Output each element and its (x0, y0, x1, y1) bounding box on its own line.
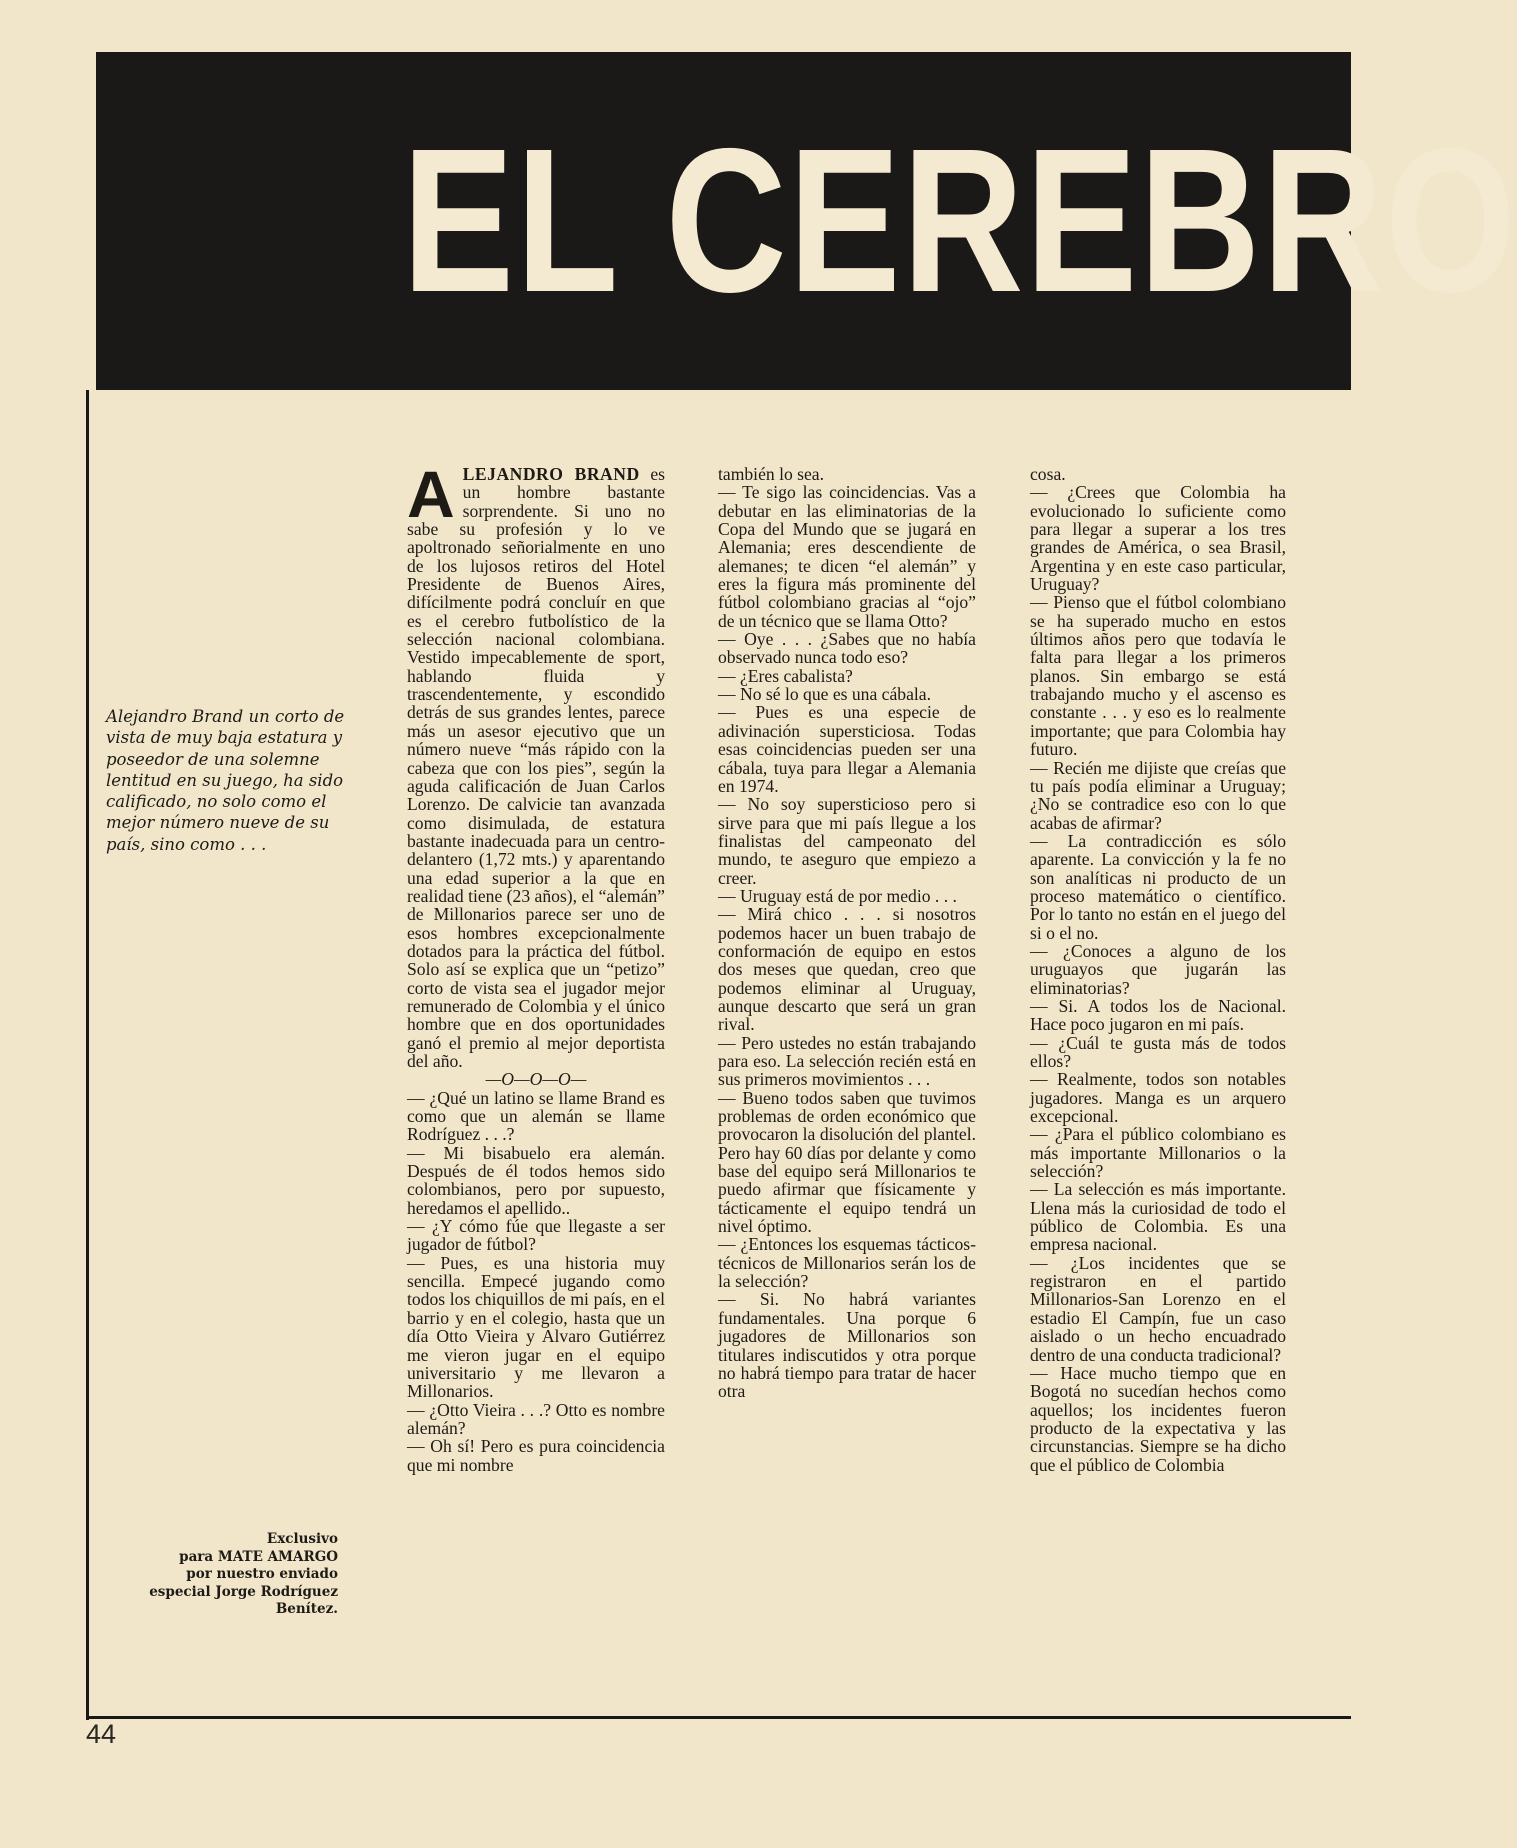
lead-paragraph (407, 457, 665, 1071)
article-column-3 (1030, 465, 1286, 1474)
paragraph: es un hombre bastante sorprendente. Si uno no sabe su profesión y lo ve apoltronado señorialmente en uno de los lujosos retiros del Hotel Presidente de Buenos Aires, difícilmente podrá concluír en que es el cerebro futbolístico de la selección nacional colombiana. Vestido impecablemente de sport, hablando fluida y trascendentemente, y escondido detrás de sus grandes lentes, parece más un asesor ejecutivo que un número nueve “más rápido con la cabeza que con los pies”, según la aguda calificación de Juan Carlos Lorenzo. De calvicie tan avanzada como disimulada, de estatura bastante inadecuada para un centro-delantero (1,72 mts.) y aparentando una edad superior a la que en realidad tiene (23 años), el “alemán” de Millonarios parece ser uno de esos hombres excepcionalmente dotados para la práctica del fútbol. Solo así se explica que un “petizo” corto de vista sea el jugador mejor remunerado de Colombia y el único hombre que en dos oportunidades ganó el premio al mejor deportista del año. (407, 464, 665, 1071)
paragraph: — Si. No habrá variantes fundamentales. Una porque 6 jugadores de Millonarios son titulares indiscutidos y otra porque no habrá tiempo para tratar de hacer otra (718, 1289, 976, 1402)
paragraph: — Te sigo las coincidencias. Vas a debutar en las eliminatorias de la Copa del Mundo que se jugará en Alemania; eres descendiente de alemanes; te dicen “el alemán” y eres la figura más prominente del fútbol colombiano gracias al “ojo” de un técnico que se llama Otto? (718, 482, 976, 631)
paragraph: — Mi bisabuelo era alemán. Después de él todos hemos sido colombianos, pero por supuesto, heredamos el apellido.. (407, 1142, 665, 1218)
paragraph: — Pues es una especie de adivinación supersticiosa. Todas esas coincidencias pueden ser una cábala, tuya para llegar a Alemania en 1974. (718, 702, 976, 796)
headline: EL CEREBRO (402, 106, 1517, 335)
paragraph: — Pero ustedes no están trabajando para eso. La selección recién está en sus primeros movimientos . . . (718, 1032, 976, 1090)
lead-words: LEJANDRO BRAND (462, 464, 640, 484)
paragraph: — Si. A todos los de Nacional. Hace poco jugaron en mi país. (1030, 995, 1286, 1035)
paragraph: — Pues, es una historia muy sencilla. Empecé jugando como todos los chiquillos de mi país, en el barrio y en el colegio, hasta que un día Otto Vieira y Alvaro Gutiérrez me vieron jugar en el equipo universitario y me llevaron a Millonarios. (407, 1252, 665, 1402)
paragraph: — ¿Otto Vieira . . .? Otto es nombre alemán? (407, 1399, 665, 1438)
paragraph: — ¿Qué un latino se llame Brand es como que un alemán se llame Rodríguez . . .? (407, 1087, 665, 1145)
paragraph: — ¿Eres cabalista? (718, 665, 853, 686)
paragraph: — ¿Los incidentes que se registraron en el partido Millonarios-San Lorenzo en el estadio El Campín, fue un caso aislado o un hecho encuadrado dentro de una conducta tradicional? (1030, 1252, 1286, 1365)
paragraph: — La contradicción es sólo aparente. La convicción y la fe no son analíticas ni producto de un proceso matemático o científico. Por lo tanto no están en el juego del si o el no. (1030, 830, 1286, 943)
intro-blurb: Alejandro Brand un corto de vista de muy baja estatura y poseedor de una solemne lentitud en su juego, ha sido calificado, no solo como el mejor número nueve de su país, sino como . . . (106, 707, 345, 854)
credit-line: Exclusivo (266, 1531, 338, 1547)
paragraph: — No sé lo que es una cábala. (718, 684, 932, 705)
credit-line: especial Jorge Rodríguez (149, 1583, 338, 1600)
paragraph: — Pienso que el fútbol colombiano se ha superado mucho en estos últimos años pero que todavía le falta para llegar a los primeros planos. Sin embargo se está trabajando mucho y el ascenso es constante . . . y eso es lo realmente importante; que para Colombia hay futuro. (1030, 592, 1286, 760)
credit-line: por nuestro enviado (186, 1566, 338, 1582)
paragraph: — Recién me dijiste que creías que tu país podía eliminar a Uruguay; ¿No se contradice eso con lo que acabas de afirmar? (1030, 757, 1286, 833)
paragraph: — ¿Crees que Colombia ha evolucionado lo suficiente como para llegar a superar a los tres grandes de América, o sea Brasil, Argentina y en este caso particular, Uruguay? (1030, 482, 1286, 595)
paragraph: — La selección es más importante. Llena más la curiosidad de todo el público de Colombia. Es una empresa nacional. (1030, 1179, 1286, 1255)
credit-line: para MATE AMARGO (179, 1548, 338, 1565)
frame-bottom-rule (86, 1716, 1351, 1719)
paragraph: — No soy supersticioso pero si sirve para que mi país llegue a los finalistas del campeonato del mundo, te aseguro que empiezo a creer. (718, 794, 976, 888)
page-number: 44 (86, 1719, 117, 1749)
paragraph: — Realmente, todos son notables jugadores. Manga es un arquero excepcional. (1030, 1069, 1286, 1127)
article-column-2 (718, 465, 976, 1401)
paragraph: — ¿Para el público colombiano es más importante Millonarios o la selección? (1030, 1124, 1286, 1182)
frame-left-rule (86, 390, 89, 1720)
paragraph: — Oh sí! Pero es pura coincidencia que mi nombre (407, 1436, 665, 1475)
paragraph: — ¿Y cómo fúe que llegaste a ser jugador de fútbol? (407, 1216, 665, 1255)
credit-line: Benítez. (275, 1601, 338, 1617)
paragraph: cosa. (1030, 464, 1066, 484)
paragraph: — Hace mucho tiempo que en Bogotá no sucedían hechos como aquellos; los incidentes fueron producto de la expectativa y las circunstancias. Siempre se ha dicho que el público de Colombia (1030, 1362, 1286, 1475)
article-column-1 (407, 457, 665, 1475)
paragraph: — ¿Entonces los esquemas tácticos-técnicos de Millonarios serán los de la selección? (718, 1234, 976, 1292)
paragraph: — Oye . . . ¿Sabes que no había observado nunca todo eso? (718, 629, 976, 668)
paragraph: — ¿Conoces a alguno de los uruguayos que jugarán las eliminatorias? (1030, 940, 1286, 998)
headline-banner (96, 52, 1517, 390)
paragraph: — Mirá chico . . . si nosotros podemos hacer un buen trabajo de conformación de equipo en estos dos meses que quedan, creo que podemos eliminar al Uruguay, aunque descarto que será un gran rival. (718, 904, 976, 1035)
paragraph: — ¿Cuál te gusta más de todos ellos? (1030, 1032, 1286, 1071)
section-separator: —O—O—O— (485, 1069, 587, 1090)
byline-credit (104, 1531, 338, 1619)
drop-cap: A (407, 457, 455, 531)
paragraph: — Uruguay está de por medio . . . (718, 885, 957, 906)
paragraph: — Bueno todos saben que tuvimos problemas de orden económico que provocaron la disolución del plantel. Pero hay 60 días por delante y como base del equipo será Millonarios te puedo afirmar que físicamente y tácticamente el equipo tendrá un nivel óptimo. (718, 1087, 976, 1237)
paragraph: también lo sea. (718, 464, 825, 484)
